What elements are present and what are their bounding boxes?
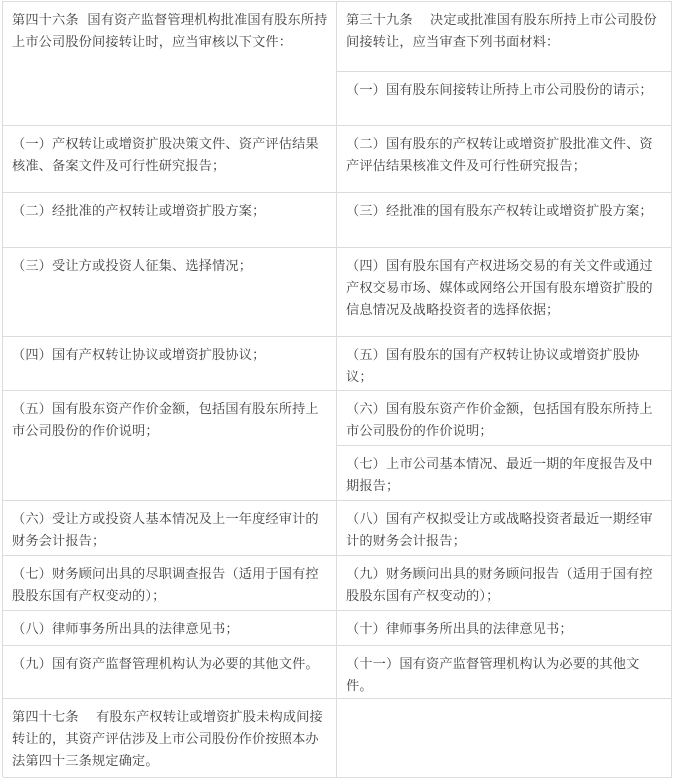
right-item-5: （五）国有股东的国有产权转让协议或增资扩股协议； [337,337,672,391]
left-item-6: （六）受让方或投资人基本情况及上一年度经审计的财务会计报告； [3,501,337,556]
right-item-10: （十）律师事务所出具的法律意见书； [337,611,672,646]
right-item-8: （八）国有产权拟受让方或战略投资者最近一期经审计的财务会计报告； [337,501,672,556]
left-item-3: （三）受让方或投资人征集、选择情况； [3,248,337,337]
right-item-3: （三）经批准的国有股东产权转让或增资扩股方案； [337,193,672,248]
article-47: 第四十七条 有股东产权转让或增资扩股未构成间接转让的，其资产评估涉及上市公司股份作价按照本办法第四十三条规定确定。 [3,699,337,778]
left-item-1: （一）产权转让或增资扩股决策文件、资产评估结果核准、备案文件及可行性研究报告； [3,126,337,193]
article-46-heading: 第四十六条 国有资产监督管理机构批准国有股东所持上市公司股份间接转让时，应当审核以下文件： [3,2,337,126]
right-item-2: （二）国有股东的产权转让或增资扩股批准文件、资产评估结果核准文件及可行性研究报告； [337,126,672,193]
right-item-1: （一）国有股东间接转让所持上市公司股份的请示； [337,72,672,126]
left-item-9: （九）国有资产监督管理机构认为必要的其他文件。 [3,646,337,699]
left-item-7: （七）财务顾问出具的尽职调查报告（适用于国有控股股东国有产权变动的）； [3,556,337,611]
empty-right-cell [337,699,672,778]
right-item-6: （六）国有股东资产作价金额，包括国有股东所持上市公司股份的作价说明； [337,391,672,446]
right-item-7: （七）上市公司基本情况、最近一期的年度报告及中期报告； [337,446,672,501]
comparison-table [2,1,672,777]
left-item-4: （四）国有产权转让协议或增资扩股协议； [3,337,337,391]
left-item-2: （二）经批准的产权转让或增资扩股方案； [3,193,337,248]
right-item-4: （四）国有股东国有产权进场交易的有关文件或通过产权交易市场、媒体或网络公开国有股东增资扩股的信息情况及战略投资者的选择依据； [337,248,672,337]
left-item-5: （五）国有股东资产作价金额，包括国有股东所持上市公司股份的作价说明； [3,391,337,501]
right-item-9: （九）财务顾问出具的财务顾问报告（适用于国有控股股东国有产权变动的）； [337,556,672,611]
right-item-11: （十一）国有资产监督管理机构认为必要的其他文件。 [337,646,672,699]
article-39-heading: 第三十九条 决定或批准国有股东所持上市公司股份间接转让，应当审查下列书面材料： [337,2,672,72]
left-item-8: （八）律师事务所出具的法律意见书； [3,611,337,646]
